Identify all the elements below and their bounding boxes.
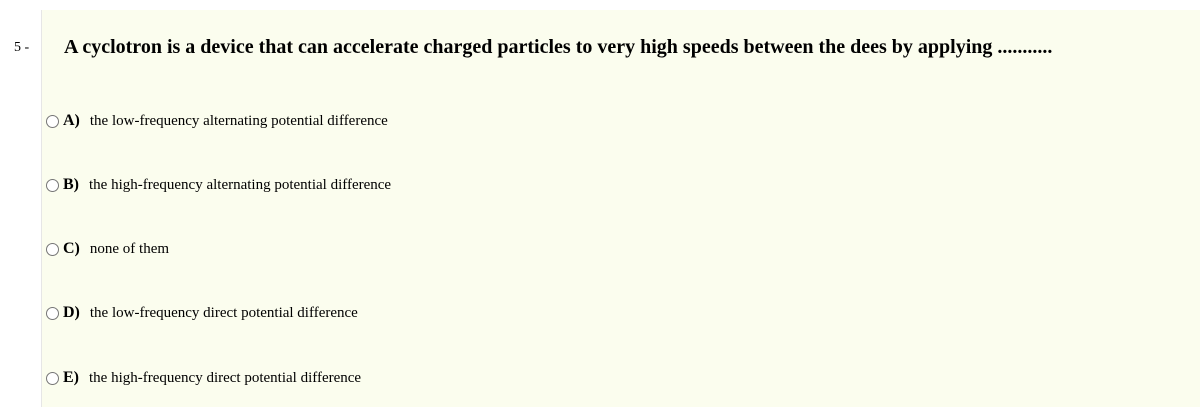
option-text: none of them bbox=[89, 240, 170, 257]
option-letter: B) bbox=[63, 176, 79, 193]
radio-button-d[interactable] bbox=[46, 307, 59, 320]
option-letter: E) bbox=[63, 369, 79, 386]
question-content bbox=[42, 10, 1200, 407]
radio-button-b[interactable] bbox=[46, 179, 59, 192]
radio-button-c[interactable] bbox=[46, 243, 59, 256]
radio-button-e[interactable] bbox=[46, 372, 59, 385]
option-a[interactable] bbox=[46, 110, 388, 132]
question-stem: A cyclotron is a device that can accelerate charged particles to very high speeds between the dees by applying ........... bbox=[64, 36, 1053, 58]
option-text: the high-frequency direct potential difference bbox=[89, 369, 362, 386]
option-letter: D) bbox=[63, 304, 80, 321]
option-text: the high-frequency alternating potential difference bbox=[89, 176, 392, 193]
question-number-column bbox=[0, 10, 42, 407]
option-text: the low-frequency alternating potential difference bbox=[89, 112, 388, 129]
option-letter: C) bbox=[63, 240, 80, 257]
option-text: the low-frequency direct potential difference bbox=[89, 304, 358, 321]
option-e[interactable] bbox=[46, 367, 361, 389]
option-b[interactable] bbox=[46, 174, 391, 196]
option-d[interactable] bbox=[46, 302, 358, 324]
question-number: 5 - bbox=[14, 40, 30, 55]
option-letter: A) bbox=[63, 112, 80, 129]
radio-button-a[interactable] bbox=[46, 115, 59, 128]
option-c[interactable] bbox=[46, 238, 169, 260]
